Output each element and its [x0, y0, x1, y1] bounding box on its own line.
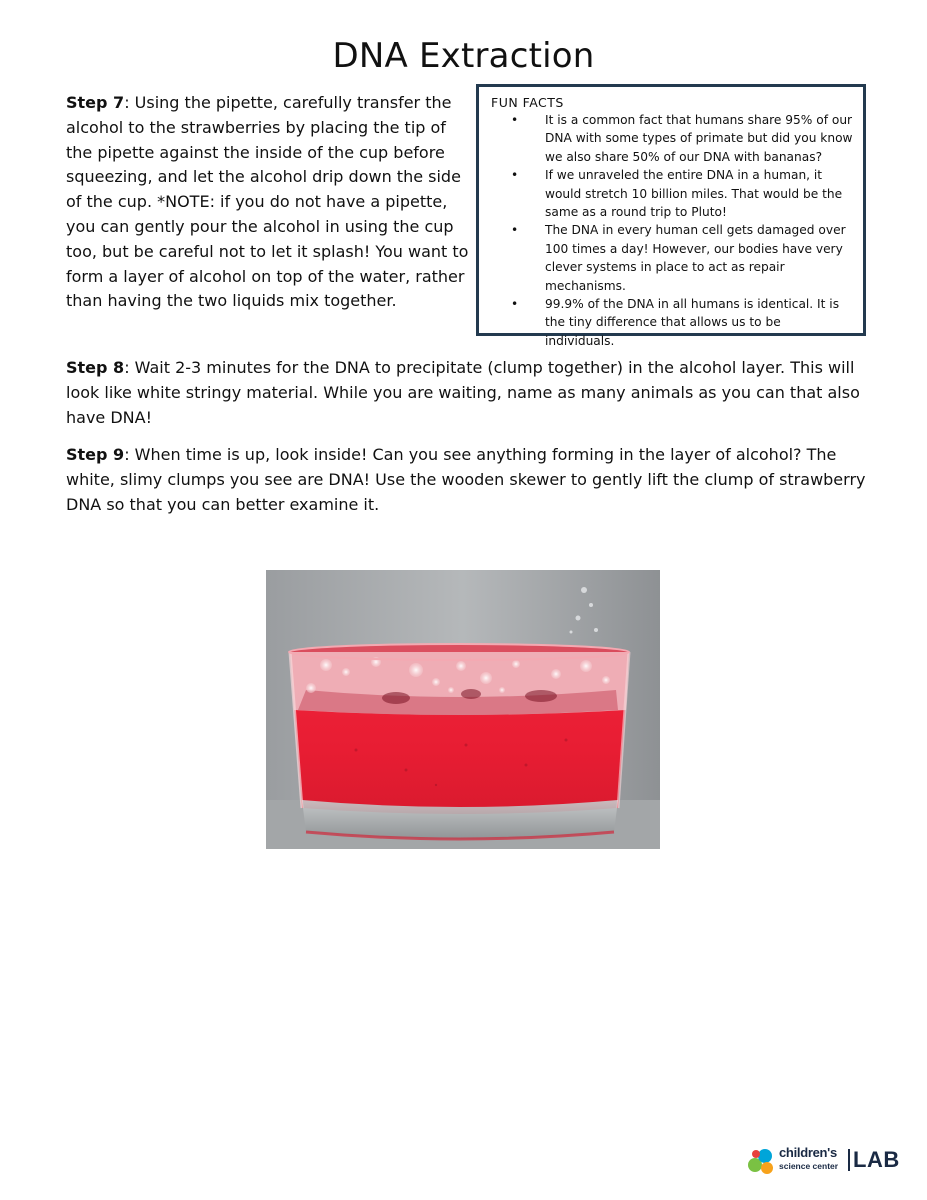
logo-lab-text: LAB [853, 1147, 900, 1172]
fun-fact-text: It is a common fact that humans share 95% of our DNA with some types of primate but did you know we also share 50% of our DNA with bananas? [545, 113, 853, 164]
fun-facts-box [476, 84, 866, 348]
fun-fact-item [491, 295, 853, 350]
fun-fact-text: 99.9% of the DNA in all humans is identical. It is the tiny difference that allows us to be individuals. [545, 297, 840, 348]
fun-fact-text: The DNA in every human cell gets damaged over 100 times a day! However, our bodies have very clever systems in place to act as repair mechanisms. [545, 223, 846, 293]
fun-fact-item [491, 166, 853, 221]
step-8-label: Step 8 [66, 358, 125, 377]
strawberry-dna-photo [266, 570, 660, 849]
page-title: DNA Extraction [332, 36, 595, 76]
fun-facts-list [491, 111, 853, 350]
logo-divider [848, 1149, 850, 1171]
logo-name-line1: children's [779, 1145, 837, 1160]
fun-fact-text: If we unraveled the entire DNA in a human, it would stretch 10 billion miles. That would be the same as a round trip to Pluto! [545, 168, 843, 220]
step-7-text: : Using the pipette, carefully transfer the alcohol to the strawberries by placing the tip of the pipette against the inside of the cup before squeezing, and let the alcohol drip down the side of the cup. *NOTE: if you do not have a pipette, you can gently pour the alcohol in using the cup too, but be careful not to let it splash! You want to form a layer of alcohol on top of the water, rather than having the two liquids mix together. [66, 93, 469, 311]
fun-fact-item [491, 221, 853, 295]
bullet-icon: • [511, 168, 519, 183]
step-9-label: Step 9 [66, 445, 125, 464]
fun-fact-item [491, 111, 853, 166]
logo-name-line2: science center [779, 1161, 839, 1171]
step-8-paragraph [66, 356, 866, 430]
glass-cup-illustration [266, 570, 660, 849]
bullet-icon: • [511, 223, 519, 238]
step-9-text: : When time is up, look inside! Can you see anything forming in the layer of alcohol? The white, slimy clumps you see are DNA! Use the wooden skewer to gently lift the clump of strawberry DNA so that you can better examine it. [66, 445, 866, 514]
bullet-icon: • [511, 297, 519, 312]
step-9-paragraph [66, 443, 866, 517]
logo-mark-icon [745, 1145, 777, 1177]
childrens-science-center-lab-logo [745, 1143, 905, 1177]
step-8-text: : Wait 2-3 minutes for the DNA to precipitate (clump together) in the alcohol layer. This will look like white stringy material. While you are waiting, name as many animals as you can that also have DNA! [66, 358, 860, 427]
bullet-icon: • [511, 113, 519, 127]
step-7-label: Step 7 [66, 93, 125, 112]
step-7-paragraph [66, 91, 476, 314]
fun-facts-title: FUN FACTS [491, 95, 564, 110]
